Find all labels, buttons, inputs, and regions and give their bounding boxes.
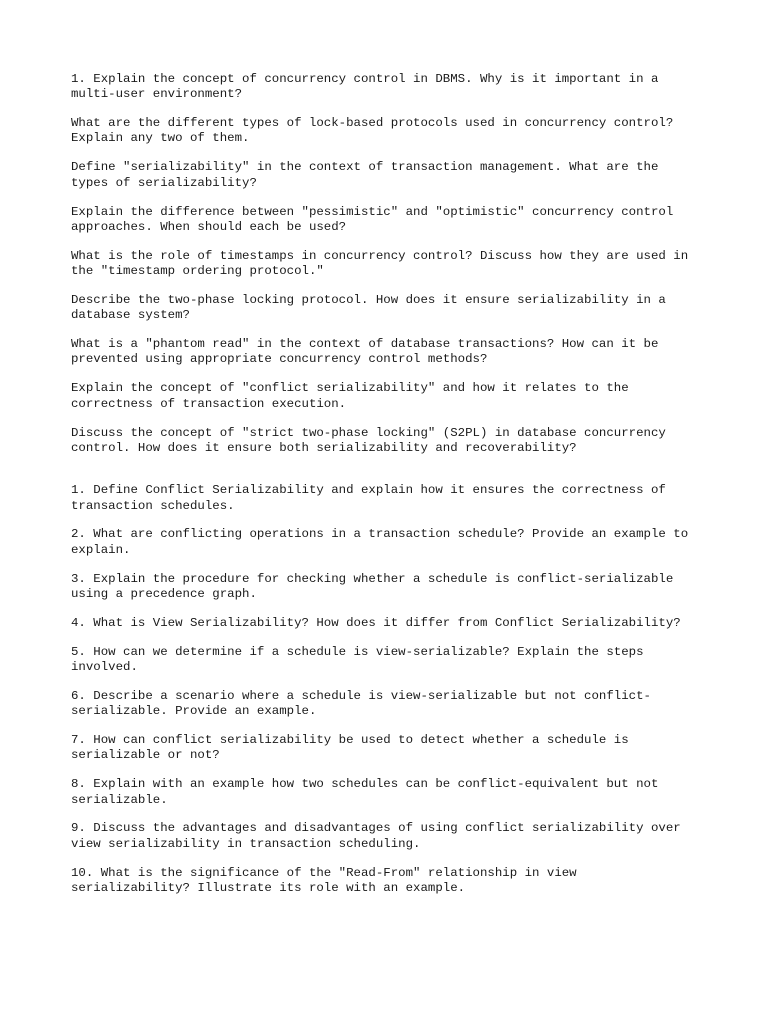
question-paragraph: 8. Explain with an example how two schedules can be conflict-equivalent but not serializable. <box>71 777 659 807</box>
question-paragraph: 1. Explain the concept of concurrency control in DBMS. Why is it important in a multi-user environment? <box>71 72 659 102</box>
question-paragraph: Explain the difference between "pessimistic" and "optimistic" concurrency control approaches. When should each be used? <box>71 204 674 234</box>
question-paragraph: 9. Discuss the advantages and disadvantages of using conflict serializability over view serializability in transaction scheduling. <box>71 821 681 851</box>
question-paragraph: What are the different types of lock-based protocols used in concurrency control? Explain any two of them. <box>71 116 674 146</box>
question-paragraph: 10. What is the significance of the "Read-From" relationship in view serializability? Illustrate its role with an example. <box>71 865 577 895</box>
question-paragraph: What is the role of timestamps in concurrency control? Discuss how they are used in the "timestamp ordering protocol." <box>71 248 689 279</box>
question-paragraph: Explain the concept of "conflict serializability" and how it relates to the correctness of transaction execution. <box>71 381 629 411</box>
question-paragraph: 4. What is View Serializability? How does it differ from Conflict Serializability? <box>71 615 681 630</box>
question-paragraph: Define "serializability" in the context of transaction management. What are the types of serializability? <box>71 160 659 190</box>
question-paragraph: 6. Describe a scenario where a schedule is view-serializable but not conflict- serializable. Provide an example. <box>71 688 651 719</box>
document-page <box>71 72 711 910</box>
question-section-concurrency <box>71 72 711 456</box>
question-paragraph: 3. Explain the procedure for checking whether a schedule is conflict-serializable using a precedence graph. <box>71 571 674 601</box>
question-section-serializability <box>71 483 711 896</box>
section-spacer <box>71 470 711 484</box>
question-paragraph: 7. How can conflict serializability be used to detect whether a schedule is serializable or not? <box>71 733 629 763</box>
question-paragraph: Describe the two-phase locking protocol. How does it ensure serializability in a database system? <box>71 292 666 323</box>
question-paragraph: Discuss the concept of "strict two-phase locking" (S2PL) in database concurrency control. How does it ensure both serializability and recoverability? <box>71 425 666 455</box>
question-paragraph: What is a "phantom read" in the context of database transactions? How can it be prevented using appropriate concurrency control methods? <box>71 337 659 367</box>
question-paragraph: 1. Define Conflict Serializability and explain how it ensures the correctness of transaction schedules. <box>71 483 666 513</box>
question-paragraph: 2. What are conflicting operations in a transaction schedule? Provide an example to explain. <box>71 527 689 557</box>
question-paragraph: 5. How can we determine if a schedule is view-serializable? Explain the steps involved. <box>71 644 644 675</box>
